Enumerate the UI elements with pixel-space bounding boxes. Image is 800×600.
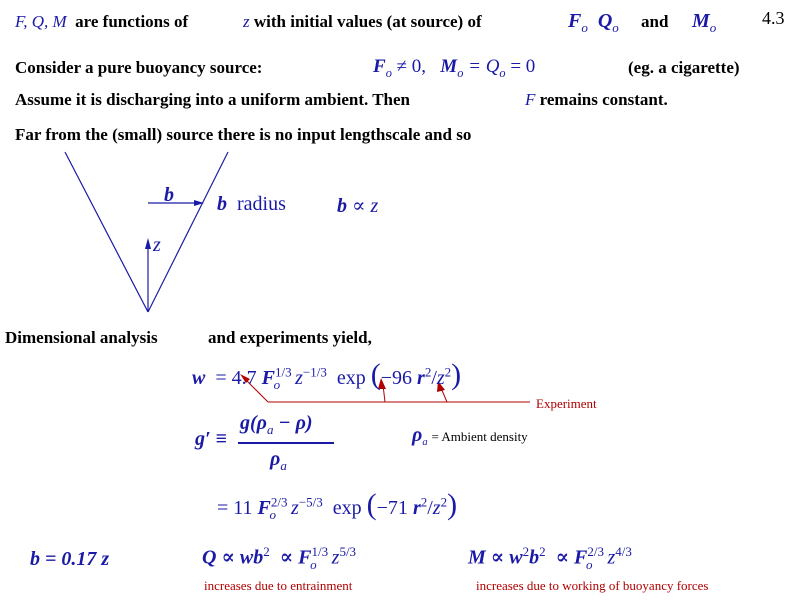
fo-sub: o bbox=[581, 20, 588, 35]
ambient-density bbox=[412, 424, 528, 448]
line-3-text: Assume it is discharging into a uniform ambient. Then bbox=[15, 90, 410, 109]
g-num-rest: − ρ) bbox=[278, 412, 313, 434]
eq-f-sub: o bbox=[385, 65, 392, 80]
w-f-sub: o bbox=[273, 377, 281, 392]
w-symbol: w bbox=[192, 367, 206, 389]
prop-b: b bbox=[337, 195, 347, 217]
w-z-sup: −1/3 bbox=[302, 364, 327, 380]
m-equation bbox=[468, 544, 632, 573]
q-z: z bbox=[331, 546, 340, 569]
prop-symbol: ∝ bbox=[352, 195, 366, 217]
m-sup3: 2/3 bbox=[587, 544, 604, 559]
m-sup1: 2 bbox=[522, 544, 530, 559]
q-sup2: 1/3 bbox=[311, 544, 329, 559]
q-eq-a: Q ∝ wb bbox=[202, 546, 264, 569]
g2-exp: exp bbox=[332, 497, 362, 519]
plume-right-edge bbox=[148, 152, 228, 312]
g2-z-sup: −5/3 bbox=[298, 494, 323, 510]
g2-r-sup: 2 bbox=[420, 494, 428, 510]
line-2-text: Consider a pure buoyancy source: bbox=[15, 58, 263, 77]
g2-f-sup: 2/3 bbox=[270, 494, 288, 510]
rho-a: ρ bbox=[412, 424, 423, 446]
vars-fqm: F, Q, M bbox=[15, 12, 67, 31]
w-r-sup: 2 bbox=[424, 364, 432, 380]
eq-eq-zero: = 0 bbox=[510, 56, 536, 77]
eq-m: M bbox=[440, 56, 458, 77]
w-exp: exp bbox=[336, 367, 366, 389]
g-den-sub: a bbox=[280, 458, 287, 473]
qo-sub: o bbox=[612, 20, 619, 35]
dimensional-analysis: Dimensional analysis bbox=[5, 328, 158, 347]
m-z: z bbox=[607, 546, 616, 569]
mo-sub: o bbox=[709, 20, 717, 35]
q-sup3: 5/3 bbox=[339, 544, 357, 559]
eq-eq-q: = Q bbox=[468, 56, 500, 77]
equation-g2: = 11 $F^{2/3}_o$ $z^{-5/3}$ exp (−71 $r^2/z^2$) bbox=[217, 488, 458, 522]
q-eq-b: ∝ F bbox=[279, 546, 312, 569]
b-eq-text: b = 0.17 z bbox=[30, 548, 110, 570]
buoyancy-note: increases due to working of buoyancy forces bbox=[476, 578, 709, 593]
prop-z: z bbox=[370, 195, 379, 217]
g2-slash: / bbox=[427, 497, 433, 519]
g2-r: r bbox=[412, 497, 421, 519]
w-r: r bbox=[417, 367, 425, 389]
line1-text-b: with initial values (at source) of bbox=[253, 12, 482, 31]
plume-left-edge bbox=[65, 152, 148, 312]
m-b: b bbox=[529, 546, 540, 569]
experiment-label: Experiment bbox=[536, 396, 597, 411]
eq-m-sub: o bbox=[457, 65, 464, 80]
entrainment-note: increases due to entrainment bbox=[204, 578, 353, 593]
m-sub: o bbox=[585, 556, 593, 572]
line-4-text: Far from the (small) source there is no input lengthscale and so bbox=[15, 125, 472, 144]
g-num-sub: a bbox=[266, 422, 274, 437]
g2-arg: −71 bbox=[376, 497, 408, 519]
m-sup2: 2 bbox=[539, 544, 546, 559]
g-num-main: g(ρ bbox=[240, 412, 267, 434]
w-z2-sup: 2 bbox=[444, 364, 452, 380]
w-z2: z bbox=[436, 367, 445, 389]
var-f: F bbox=[525, 90, 536, 109]
g-den-rho: ρ bbox=[270, 448, 281, 470]
b-prop-z bbox=[337, 193, 378, 218]
z-arrowhead bbox=[145, 238, 151, 249]
g2-f-sub: o bbox=[269, 507, 277, 522]
var-z: z bbox=[243, 12, 250, 31]
m-eq-b: ∝ F bbox=[555, 546, 588, 569]
label-z-arrow: z bbox=[153, 234, 161, 256]
rho-a-def: = Ambient density bbox=[431, 429, 528, 444]
and-word: and bbox=[641, 12, 669, 31]
radius-label bbox=[217, 193, 286, 216]
g2-z2-sup: 2 bbox=[440, 494, 448, 510]
w-coeff: = 4.7 bbox=[215, 367, 257, 389]
rho-a-sub: a bbox=[422, 437, 428, 449]
g-numerator bbox=[240, 412, 313, 438]
w-f-sup: 1/3 bbox=[274, 364, 292, 380]
fraction-bar bbox=[238, 442, 334, 444]
g-prime-lhs: g′ ≡ bbox=[195, 428, 228, 450]
q-equation bbox=[202, 544, 356, 573]
remains-constant: remains constant. bbox=[539, 90, 668, 109]
radius-b: b bbox=[217, 193, 227, 215]
eq-f: F bbox=[373, 56, 386, 77]
experiments-yield: and experiments yield, bbox=[208, 328, 372, 347]
w-f: F bbox=[261, 367, 275, 389]
m-sup4: 4/3 bbox=[615, 544, 632, 559]
b-equation bbox=[30, 548, 109, 571]
m-eq-a: M ∝ w bbox=[468, 546, 523, 569]
g2-z: z bbox=[291, 497, 299, 519]
eq-q-sub: o bbox=[499, 65, 506, 80]
w-slash: / bbox=[431, 367, 437, 389]
w-z: z bbox=[295, 367, 303, 389]
mo-letter: M bbox=[692, 10, 710, 32]
radius-word: radius bbox=[237, 193, 286, 215]
line1-text-a: are functions of bbox=[75, 12, 189, 31]
g2-z2: z bbox=[432, 497, 441, 519]
equation-w: w = 4.7 $F^{1/3}_o$ $z^{-1/3}$ exp (−96 $r^2/z^2$) bbox=[192, 358, 462, 392]
q-sup1: 2 bbox=[263, 544, 270, 559]
slide-number: 4.3 bbox=[762, 8, 785, 28]
g-denominator bbox=[270, 448, 287, 474]
w-arg: −96 bbox=[380, 367, 413, 389]
radius-arrowhead bbox=[194, 200, 204, 206]
label-b-arrow: b bbox=[164, 184, 174, 206]
fo-symbol: F bbox=[568, 10, 582, 32]
g2-coeff: = 11 bbox=[217, 497, 253, 519]
q-sub: o bbox=[310, 556, 317, 572]
eq-neq-zero: ≠ 0, bbox=[396, 56, 427, 77]
cigarette-example: (eg. a cigarette) bbox=[628, 58, 740, 77]
qo-symbol: Q bbox=[597, 10, 613, 32]
g2-f: F bbox=[257, 497, 271, 519]
